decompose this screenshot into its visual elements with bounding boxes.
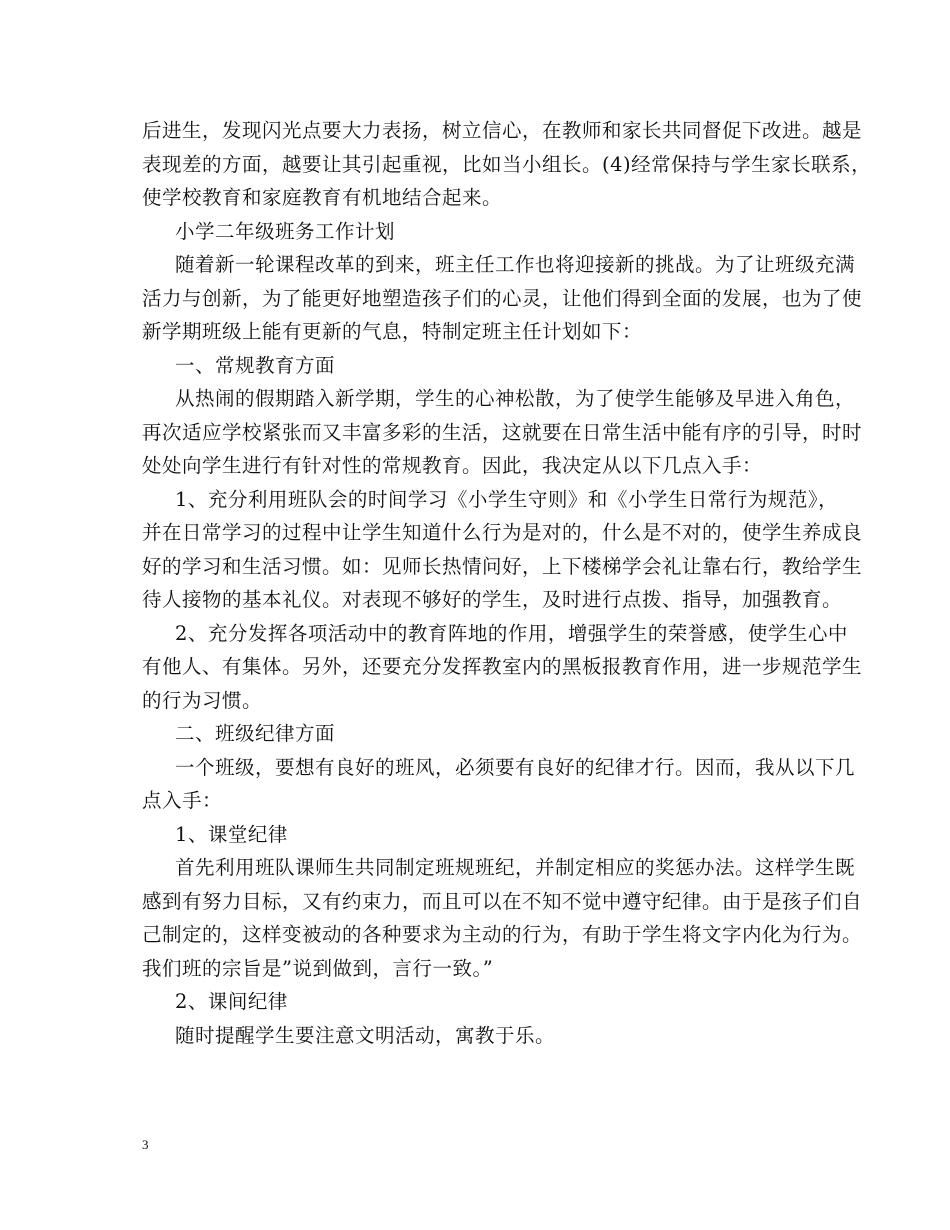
text-line: 一个班级，要想有良好的班风，必须要有良好的纪律才行。因而，我从以下几 — [175, 755, 856, 779]
text-line: 表现差的方面，越要让其引起重视，比如当小组长。(4)经常保持与学生家长联系， — [142, 152, 872, 176]
subsection-heading: 1、课堂纪律 — [175, 822, 288, 846]
text-line: 随时提醒学生要注意文明活动，寓教于乐。 — [175, 1023, 556, 1047]
text-line: 1、充分利用班队会的时间学习《小学生守则》和《小学生日常行为规范》， — [175, 487, 839, 511]
text-line: 有他人、有集体。另外，还要充分发挥教室内的黑板报教育作用，进一步规范学生 — [142, 655, 863, 678]
text-line: 好的学习和生活习惯。如：见师长热情问好，上下楼梯学会礼让靠右行，教给学生 — [142, 554, 863, 578]
subsection-heading: 2、课间纪律 — [175, 990, 288, 1013]
text-line: 待人接物的基本礼仪。对表现不够好的学生，及时进行点拨、指导，加强教育。 — [142, 588, 843, 611]
text-line: 随着新一轮课程改革的到来，班主任工作也将迎接新的挑战。为了让班级充满 — [175, 253, 856, 276]
text-line: 处处向学生进行有针对性的常规教育。因此，我决定从以下几点入手： — [142, 454, 763, 477]
section-title: 小学二年级班务工作计划 — [175, 219, 396, 243]
document-body — [142, 114, 872, 1052]
text-line: 新学期班级上能有更新的气息，特制定班主任计划如下： — [142, 320, 643, 343]
text-line: 2、充分发挥各项活动中的教育阵地的作用，增强学生的荣誉感，使学生心中 — [175, 621, 848, 645]
text-line: 我们班的宗旨是”说到做到，言行一致。” — [142, 956, 494, 980]
text-line: 后进生，发现闪光点要大力表扬，树立信心，在教师和家长共同督促下改进。越是 — [142, 119, 863, 142]
section-heading: 二、班级纪律方面 — [175, 722, 336, 745]
text-line: 并在日常学习的过程中让学生知道什么行为是对的，什么是不对的，使学生养成良 — [142, 521, 863, 544]
text-line: 活力与创新，为了能更好地塑造孩子们的心灵，让他们得到全面的发展，也为了使 — [142, 286, 863, 310]
page-number: 3 — [142, 1137, 149, 1152]
text-line: 再次适应学校紧张而又丰富多彩的生活，这就要在日常生活中能有序的引导，时时 — [142, 420, 863, 444]
text-line: 使学校教育和家庭教育有机地结合起来。 — [142, 186, 503, 209]
text-line: 的行为习惯。 — [142, 688, 263, 712]
text-line: 首先利用班队课师生共同制定班规班纪，并制定相应的奖惩办法。这样学生既 — [175, 856, 856, 879]
text-line: 点入手： — [142, 789, 223, 812]
text-line: 感到有努力目标，又有约束力，而且可以在不知不觉中遵守纪律。由于是孩子们自 — [142, 889, 863, 913]
text-line: 从热闹的假期踏入新学期，学生的心神松散，为了使学生能够及早进入角色， — [175, 387, 856, 410]
text-line: 己制定的，这样变被动的各种要求为主动的行为，有助于学生将文字内化为行为。 — [142, 923, 863, 946]
section-heading: 一、常规教育方面 — [175, 353, 336, 377]
